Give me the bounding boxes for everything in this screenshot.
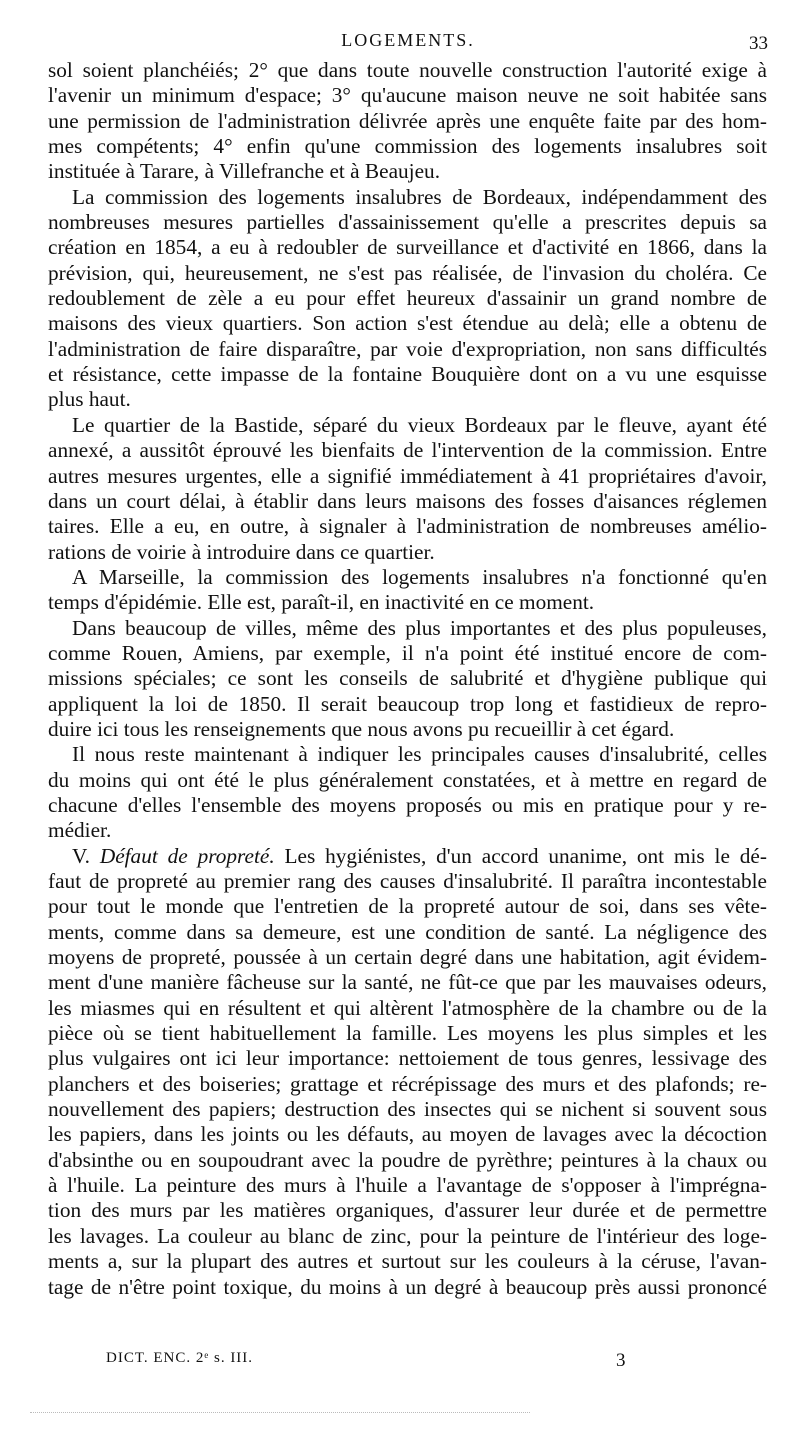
text-line: ments, comme dans sa demeure, est une condition de santé. La négligence des <box>48 919 767 944</box>
text-line: ment d'une manière fâcheuse sur la santé, ne fût-ce que par les mauvaises odeurs, <box>48 970 767 995</box>
text-line: taires. Elle a eu, en outre, à signaler à l'administration de nombreuses amélio- <box>48 514 767 539</box>
text-line: tion des murs par les matières organiques, d'assurer leur durée et de permettre <box>48 1198 767 1223</box>
text-line: les lavages. La couleur au blanc de zinc, pour la peinture de l'intérieur des loge- <box>48 1223 767 1248</box>
text-line: plus haut. <box>48 387 131 412</box>
text-line: dans un court délai, à établir dans leurs maisons des fosses d'aisances réglemen <box>48 488 767 513</box>
text-line: chacune d'elles l'ensemble des moyens proposés ou mis en pratique pour y re- <box>48 792 767 817</box>
text-line: Le quartier de la Bastide, séparé du vieux Bordeaux par le fleuve, ayant été <box>72 412 767 437</box>
text-line: nouvellement des papiers; destruction des insectes qui se nichent si souvent sous <box>48 1097 767 1122</box>
body-text <box>48 58 767 1300</box>
text-line: prévision, qui, heureusement, ne s'est pas réalisée, de l'invasion du choléra. Ce <box>48 260 767 285</box>
text-line: les miasmes qui en résultent et qui altèrent l'atmosphère de la chambre ou de la <box>48 995 767 1020</box>
text-line: sol soient planchéiés; 2° que dans toute nouvelle construction l'autorité exige à <box>48 58 767 82</box>
section-title: Défaut de propreté. <box>99 843 275 868</box>
text-line: d'absinthe ou en soupoudrant avec la poudre de pyrèthre; peintures à la chaux ou <box>48 1147 767 1172</box>
text-line: médier. <box>48 818 112 843</box>
text-line: mes compétents; 4° enfin qu'une commission des logements insalubres soit <box>48 134 767 159</box>
text-line: annexé, a aussitôt éprouvé les bienfaits de l'intervention de la commission. Entre <box>48 438 767 463</box>
bottom-rule <box>30 1412 530 1413</box>
text-line: plus vulgaires ont ici leur importance: nettoiement de tous genres, lessivage des <box>48 1046 767 1071</box>
text-line: redoublement de zèle a eu pour effet heureux d'assainir un grand nombre de <box>48 286 767 311</box>
text-line: du moins qui ont été le plus généralement constatées, et à mettre en regard de <box>48 767 767 792</box>
text-line: La commission des logements insalubres de Bordeaux, indépendamment des <box>72 184 767 209</box>
text-line: nombreuses mesures partielles d'assainissement qu'elle a prescrites depuis sa <box>48 210 767 235</box>
text-line: moyens de propreté, poussée à un certain degré dans une habitation, agit évidem- <box>48 945 767 970</box>
text-line: duire ici tous les renseignements que nous avons pu recueillir à cet égard. <box>48 716 675 741</box>
page-number: 33 <box>749 33 768 54</box>
text-line: Dans beaucoup de villes, même des plus importantes et des plus populeuses, <box>72 615 767 640</box>
text-line: l'administration de faire disparaître, par voie d'expropriation, non sans difficultés <box>48 336 767 361</box>
text-line: pièce où se tient habituellement la famille. Les moyens les plus simples et les <box>48 1021 767 1046</box>
running-head <box>48 30 768 54</box>
text-line: rations de voirie à introduire dans ce quartier. <box>48 539 435 564</box>
text-line: l'avenir un minimum d'espace; 3° qu'aucune maison neuve ne soit habitée sans <box>48 83 767 108</box>
text-line: temps d'épidémie. Elle est, paraît-il, en inactivité en ce moment. <box>48 590 595 615</box>
text-line: les papiers, dans les joints ou les défauts, au moyen de lavages avec la décoction <box>48 1122 767 1147</box>
signature-mark: DICT. ENC. 2ᵉ s. III. <box>106 1350 254 1366</box>
text-line: A Marseille, la commission des logements insalubres n'a fonctionné qu'en <box>72 564 767 589</box>
text-segment: V. <box>72 843 100 868</box>
page-footer <box>48 1350 768 1374</box>
signature-number: 3 <box>616 1350 626 1371</box>
text-line: instituée à Tarare, à Villefranche et à Beaujeu. <box>48 159 441 184</box>
running-title: LOGEMENTS. <box>341 30 475 50</box>
text-line: appliquent la loi de 1850. Il serait beaucoup trop long et fastidieux de repro- <box>48 691 767 716</box>
text-line: pour tout le monde que l'entretien de la propreté autour de soi, dans ses vête- <box>48 894 767 919</box>
text-line: tage de n'être point toxique, du moins à un degré à beaucoup près aussi prononcé <box>48 1274 767 1299</box>
text-line: comme Rouen, Amiens, par exemple, il n'a point été institué encore de com- <box>48 640 767 665</box>
text-line <box>48 844 767 869</box>
text-line: faut de propreté au premier rang des causes d'insalubrité. Il paraîtra incontestable <box>48 869 767 893</box>
text-line: et résistance, cette impasse de la fontaine Bouquière dont on a vu une esquisse <box>48 362 767 387</box>
text-line: planchers et des boiseries; grattage et récrépissage des murs et des plafonds; re- <box>48 1071 767 1096</box>
text-line: missions spéciales; ce sont les conseils de salubrité et d'hygiène publique qui <box>48 666 767 691</box>
text-line: création en 1854, a eu à redoubler de surveillance et d'activité en 1866, dans la <box>48 235 767 260</box>
text-line: une permission de l'administration délivrée après une enquête faite par des hom- <box>48 108 767 133</box>
text-segment: Les hygiénistes, d'un accord unanime, ont mis le dé- <box>274 843 767 868</box>
text-line: autres mesures urgentes, elle a signifié immédiatement à 41 propriétaires d'avoir, <box>48 463 767 488</box>
text-line: Il nous reste maintenant à indiquer les principales causes d'insalubrité, celles <box>72 742 767 767</box>
text-line: maisons des vieux quartiers. Son action s'est étendue au delà; elle a obtenu de <box>48 311 767 336</box>
text-line: à l'huile. La peinture des murs à l'huile a l'avantage de s'opposer à l'imprégna- <box>48 1173 767 1198</box>
text-line: ments a, sur la plupart des autres et surtout sur les couleurs à la céruse, l'avan- <box>48 1249 767 1274</box>
